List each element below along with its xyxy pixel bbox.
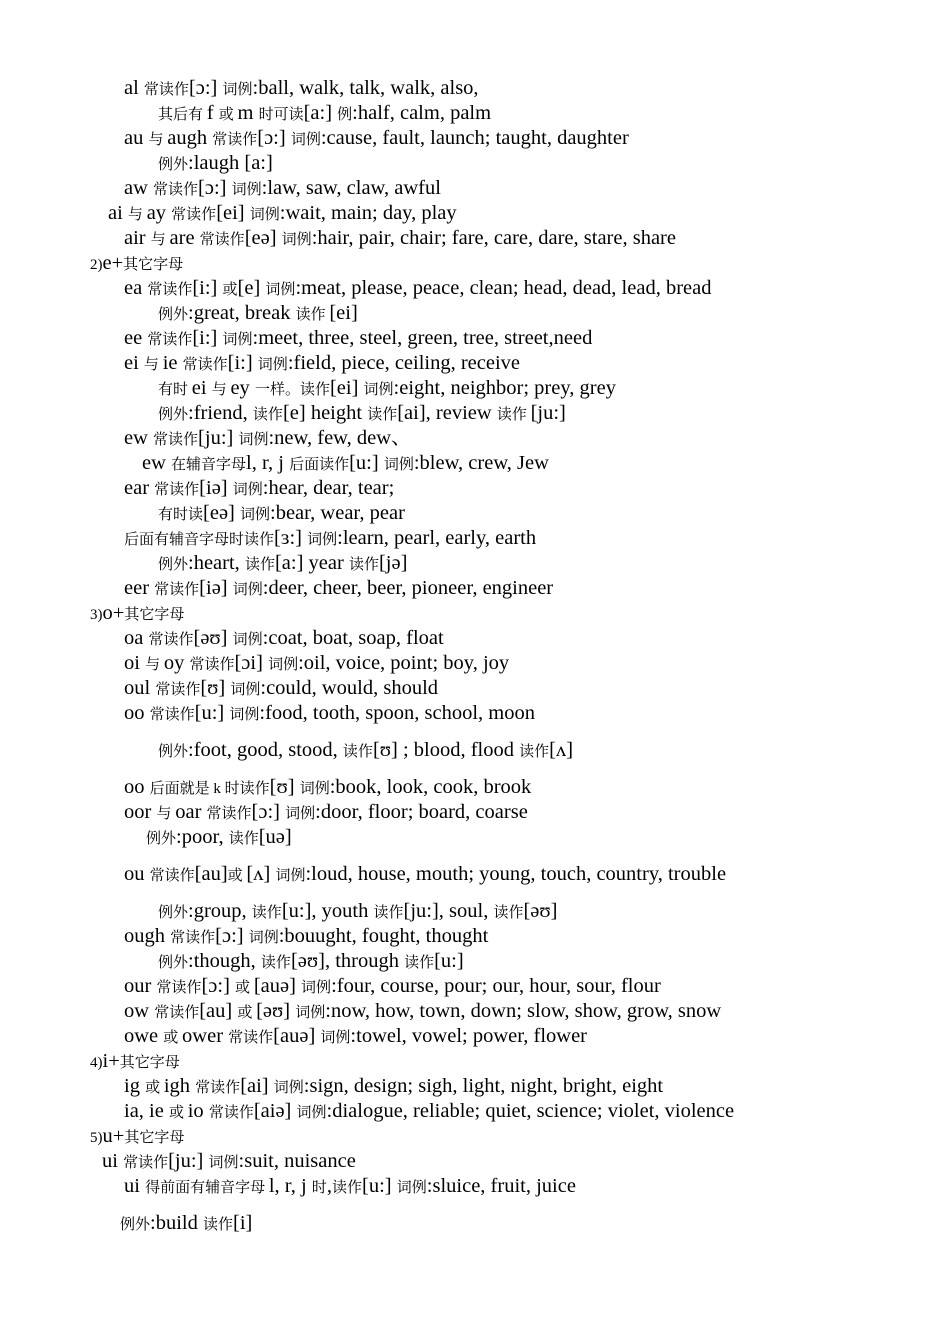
cn-text: 或 (218, 107, 238, 123)
en-text: :laugh [a:] (188, 152, 273, 174)
en-text: [ai], review (397, 402, 497, 424)
en-text: [u:] (434, 950, 464, 972)
en-text: :foot, good, stood, (188, 739, 343, 761)
text-line (124, 999, 721, 1025)
cn-text: 词例 (248, 930, 279, 946)
text-line (124, 126, 629, 152)
en-text: [a:] year (274, 552, 349, 574)
cn-text: 词例 (307, 532, 338, 548)
cn-text: 词例 (208, 1155, 239, 1171)
en-text: [əʊ], through (290, 950, 405, 972)
cn-text: 常读作 (149, 707, 195, 723)
en-text: [əʊ] (256, 1000, 296, 1022)
en-text: [ɔ:] (198, 177, 232, 199)
text-line (142, 451, 549, 477)
cn-text: 词例 (299, 781, 330, 797)
text-line (158, 501, 405, 527)
cn-text: 4) (90, 1055, 103, 1071)
cn-text: 常读作 (195, 1080, 241, 1096)
text-line (158, 376, 616, 402)
en-text: :oil, voice, point; boy, joy (298, 652, 510, 674)
cn-text: 词例 (275, 868, 306, 884)
cn-text: 词例 (285, 806, 316, 822)
text-line (124, 176, 441, 202)
en-text: [əʊ] (523, 900, 558, 922)
en-text: ai (108, 202, 128, 224)
cn-text: 与 (150, 232, 170, 248)
en-text: [ɔ:] (188, 77, 223, 99)
en-text: :law, saw, claw, awful (261, 177, 441, 199)
en-text: [aiə] (253, 1100, 297, 1122)
cn-text: 读作 (373, 905, 404, 921)
text-line (124, 701, 535, 727)
en-text: [ɔ:] (251, 801, 286, 823)
cn-text: 词例 (273, 1080, 304, 1096)
cn-text: 词例 (222, 332, 253, 348)
text-line (108, 201, 457, 227)
cn-text: 词例 (257, 357, 288, 373)
cn-text: 其它字母 (123, 257, 184, 273)
en-text: oar (175, 801, 207, 823)
text-line (124, 862, 726, 888)
en-text: [ei] (329, 302, 358, 324)
cn-text: 时可读 (258, 107, 304, 123)
cn-text: 读作 (342, 744, 373, 760)
text-line (124, 1174, 576, 1200)
en-text: :poor, (176, 826, 229, 848)
en-text: [ʊ] (269, 776, 300, 798)
cn-text: 后面有辅音字母时读作 (124, 532, 275, 548)
en-text: [ju:] (168, 1150, 209, 1172)
en-text: :bear, wear, pear (270, 502, 405, 524)
text-line (124, 775, 531, 801)
cn-text: 词例 (231, 182, 262, 198)
cn-text: 或 (163, 1030, 183, 1046)
en-text: :deer, cheer, beer, pioneer, engineer (262, 577, 554, 599)
cn-text: 与 (143, 357, 163, 373)
en-text: [i] (233, 1212, 253, 1234)
en-text: ough (124, 925, 171, 947)
cn-text: 例外 (120, 1217, 151, 1233)
en-text: [ɔ:] (257, 127, 291, 149)
en-text: :though, (188, 950, 261, 972)
en-text: [ɜ:] (274, 527, 308, 549)
text-line (158, 899, 558, 925)
cn-text: 词例 (232, 632, 263, 648)
en-text: :build (150, 1212, 203, 1234)
en-text: [ai] (240, 1075, 274, 1097)
en-text: :learn, pearl, early, earth (337, 527, 537, 549)
cn-text: 其它字母 (119, 1055, 180, 1071)
cn-text: 常读作 (147, 332, 193, 348)
en-text: :great, break (188, 302, 296, 324)
en-text: oo (124, 776, 150, 798)
en-text: :wait, main; day, play (279, 202, 457, 224)
cn-text: 词例 (296, 1105, 327, 1121)
text-line (124, 476, 394, 502)
en-text: :now, how, town, down; slow, show, grow, snow (325, 1000, 722, 1022)
cn-text: 词例 (222, 82, 253, 98)
en-text: [ʌ] (246, 863, 276, 885)
en-text: :towel, vowel; power, flower (350, 1025, 587, 1047)
en-text: [e] (237, 277, 266, 299)
en-text: ie (162, 352, 183, 374)
cn-text: 常读作 (156, 980, 202, 996)
cn-text: 读作 (252, 407, 283, 423)
cn-text: 词例 (230, 682, 261, 698)
cn-text: 词例 (240, 507, 271, 523)
en-text: ew (142, 452, 172, 474)
cn-text: 读作 (260, 955, 291, 971)
en-text: :coat, boat, soap, float (262, 627, 444, 649)
cn-text: 词例 (295, 1005, 326, 1021)
en-text: e+ (102, 252, 124, 274)
en-text: ig (124, 1075, 146, 1097)
en-text: [ɔ:] (201, 975, 236, 997)
en-text: :loud, house, mouth; young, touch, country, trouble (305, 863, 727, 885)
cn-text: 与 (211, 382, 231, 398)
cn-text: 或 (227, 868, 247, 884)
cn-text: 例 (337, 107, 353, 123)
en-text: :hear, dear, tear; (262, 477, 395, 499)
en-text: [ɔi] (234, 652, 269, 674)
en-text: ew (124, 427, 154, 449)
text-line (124, 576, 553, 602)
cn-text: 读作 (228, 831, 259, 847)
cn-text: 词例 (232, 582, 263, 598)
en-text: al (124, 77, 144, 99)
cn-text: 例外 (158, 557, 189, 573)
cn-text: 一样。读作 (254, 382, 330, 398)
cn-text: 常读作 (153, 182, 199, 198)
cn-text: 3) (90, 607, 103, 623)
en-text: :field, piece, ceiling, receive (287, 352, 521, 374)
cn-text: 有时 (158, 382, 192, 398)
en-text: owe (124, 1025, 164, 1047)
en-text: :suit, nuisance (238, 1150, 356, 1172)
text-line (124, 1074, 663, 1100)
cn-text: 词例 (396, 1180, 427, 1196)
cn-text: 读作 (295, 307, 330, 323)
cn-text: 例外 (158, 905, 189, 921)
text-line (158, 738, 573, 764)
en-text: :ball, walk, talk, walk, also, (252, 77, 479, 99)
cn-text: 常读作 (208, 1105, 254, 1121)
cn-text: 在辅音字母 (171, 457, 247, 473)
cn-text: 词例 (320, 1030, 351, 1046)
en-text: [eə] (244, 227, 282, 249)
en-text: io (187, 1100, 209, 1122)
en-text: [e] height (282, 402, 368, 424)
en-text: :meat, please, peace, clean; head, dead, lead, bread (295, 277, 712, 299)
text-line (120, 1211, 252, 1237)
en-text: :cause, fault, launch; taught, daughter (320, 127, 629, 149)
en-text: :door, floor; board, coarse (315, 801, 528, 823)
en-text: oy (163, 652, 190, 674)
cn-text: 常读作 (123, 1155, 169, 1171)
cn-text: 读作 (493, 905, 524, 921)
text-line (124, 651, 509, 677)
en-text: :half, calm, palm (352, 102, 492, 124)
cn-text: 词例 (290, 132, 321, 148)
en-text: [ɔ:] (215, 925, 249, 947)
en-text: :new, few, dew、 (268, 427, 412, 449)
cn-text: 词例 (249, 207, 280, 223)
cn-text: 常读作 (153, 432, 199, 448)
en-text: [ʊ] ; blood, flood (372, 739, 520, 761)
cn-text: 词例 (363, 382, 394, 398)
en-text: [a:] (303, 102, 338, 124)
en-text: m (237, 102, 259, 124)
en-text: :heart, (188, 552, 245, 574)
en-text: [iə] (199, 477, 233, 499)
cn-text: 常读作 (199, 232, 245, 248)
cn-text: 其它字母 (124, 607, 185, 623)
en-text: [iə] (199, 577, 233, 599)
cn-text: 或 (168, 1105, 188, 1121)
cn-text: 读作 (332, 1180, 363, 1196)
en-text: [ʊ] (200, 677, 231, 699)
en-text: ear (124, 477, 155, 499)
en-text: [ei] (329, 377, 364, 399)
text-line (124, 526, 536, 552)
cn-text: 后面就是 (149, 781, 214, 797)
en-text: ia, ie (124, 1100, 169, 1122)
cn-text: 或 (222, 282, 238, 298)
cn-text: 读作 (202, 1217, 233, 1233)
en-text: [auə] (253, 975, 302, 997)
text-line (90, 1124, 184, 1150)
en-text: oul (124, 677, 156, 699)
en-text: [i:] (192, 327, 223, 349)
cn-text: 词例 (383, 457, 414, 473)
en-text: are (169, 227, 200, 249)
en-text: :four, course, pour; our, hour, sour, flour (331, 975, 661, 997)
en-text: [ʌ] (549, 739, 574, 761)
en-text: :book, look, cook, brook (329, 776, 532, 798)
cn-text: 常读作 (154, 1005, 200, 1021)
text-line (158, 151, 273, 177)
cn-text: 例外 (158, 955, 189, 971)
en-text: i+ (102, 1050, 120, 1072)
cn-text: 例外 (146, 831, 177, 847)
text-line (124, 800, 528, 826)
en-text: :sign, design; sigh, light, night, bright, eight (303, 1075, 664, 1097)
cn-text: 其它字母 (124, 1130, 185, 1146)
en-text: [əʊ] (193, 627, 233, 649)
cn-text: 得前面有辅音字母 (145, 1180, 269, 1196)
text-line (158, 301, 358, 327)
en-text: [u:] (349, 452, 384, 474)
text-line (102, 1149, 356, 1175)
cn-text: 词例 (229, 707, 260, 723)
en-text: :hair, pair, chair; fare, care, dare, stare, share (311, 227, 676, 249)
cn-text: 读作 (244, 557, 275, 573)
en-text: u+ (102, 1125, 125, 1147)
en-text: [u:] (362, 1175, 397, 1197)
en-text: , (326, 1175, 333, 1197)
cn-text: 常读作 (147, 282, 193, 298)
text-line (158, 101, 491, 127)
text-line (90, 1049, 180, 1075)
en-text: [au] (194, 863, 228, 885)
cn-text: 词例 (265, 282, 296, 298)
en-text: :friend, (188, 402, 253, 424)
cn-text: 常读作 (155, 682, 201, 698)
en-text: o+ (102, 602, 125, 624)
en-text: eer (124, 577, 155, 599)
en-text: :dialogue, reliable; quiet, science; violet, violence (326, 1100, 735, 1122)
text-line (124, 1099, 734, 1125)
cn-text: 常读作 (206, 806, 252, 822)
en-text: ower (182, 1025, 229, 1047)
en-text: [au] (199, 1000, 238, 1022)
cn-text: 词例 (281, 232, 312, 248)
cn-text: 常读作 (228, 1030, 274, 1046)
cn-text: 2) (90, 257, 103, 273)
text-line (158, 949, 464, 975)
cn-text: 常读作 (212, 132, 258, 148)
en-text: our (124, 975, 157, 997)
en-text: ey (230, 377, 255, 399)
en-text: ay (146, 202, 172, 224)
en-text: [ju:] (198, 427, 239, 449)
en-text: ea (124, 277, 148, 299)
en-text: ei (191, 377, 212, 399)
en-text: :food, tooth, spoon, school, moon (259, 702, 535, 724)
en-text: ui (124, 1175, 146, 1197)
text-line (124, 426, 412, 452)
cn-text: 后面读作 (289, 457, 350, 473)
cn-text: 常读作 (154, 582, 200, 598)
en-text: [uə] (258, 826, 292, 848)
en-text: :sluice, fruit, juice (426, 1175, 576, 1197)
text-line (158, 551, 407, 577)
en-text: oo (124, 702, 150, 724)
en-text: :eight, neighbor; prey, grey (393, 377, 616, 399)
en-text: [jə] (378, 552, 408, 574)
cn-text: 5) (90, 1130, 103, 1146)
cn-text: 常读作 (189, 657, 235, 673)
en-text: l, r, j (246, 452, 290, 474)
cn-text: 常读作 (143, 82, 189, 98)
en-text: [i:] (227, 352, 258, 374)
cn-text: 与 (145, 657, 164, 673)
en-text: :could, would, should (260, 677, 439, 699)
cn-text: 常读作 (154, 482, 200, 498)
en-text: [auə] (273, 1025, 321, 1047)
cn-text: 读作 (496, 407, 531, 423)
en-text: :group, (188, 900, 252, 922)
text-line (146, 825, 292, 851)
en-text: [ju:] (530, 402, 566, 424)
en-text: [eə] (203, 502, 240, 524)
cn-text: 读作 (519, 744, 550, 760)
cn-text: 与 (148, 132, 168, 148)
text-line (124, 974, 661, 1000)
text-line (124, 676, 438, 702)
cn-text: 读作 (367, 407, 398, 423)
cn-text: 例外 (158, 744, 189, 760)
text-line (124, 1024, 587, 1050)
cn-text: 常读作 (149, 868, 195, 884)
en-text: :meet, three, steel, green, tree, street,need (252, 327, 593, 349)
cn-text: 读作 (251, 905, 282, 921)
cn-text: 词例 (268, 657, 299, 673)
cn-text: 词例 (301, 980, 332, 996)
cn-text: 常读作 (171, 207, 217, 223)
cn-text: 读作 (404, 955, 435, 971)
cn-text: 常读作 (148, 632, 194, 648)
en-text: [ei] (216, 202, 250, 224)
cn-text: 有时读 (158, 507, 204, 523)
en-text: ui (102, 1150, 124, 1172)
cn-text: 其后有 (158, 107, 207, 123)
text-line (124, 351, 520, 377)
en-text: oor (124, 801, 157, 823)
cn-text: 词例 (238, 432, 269, 448)
en-text: au (124, 127, 149, 149)
text-line (124, 276, 711, 302)
cn-text: 或 (237, 1005, 257, 1021)
text-line (124, 924, 488, 950)
text-line (124, 326, 592, 352)
text-line (124, 226, 676, 252)
cn-text: 读作 (348, 557, 379, 573)
en-text: aw (124, 177, 154, 199)
cn-text: 常读作 (182, 357, 228, 373)
en-text: oa (124, 627, 149, 649)
en-text: :blew, crew, Jew (413, 452, 549, 474)
en-text: ou (124, 863, 150, 885)
en-text: air (124, 227, 151, 249)
text-line (90, 601, 184, 627)
en-text: [u:] (194, 702, 230, 724)
cn-text: 或 (145, 1080, 164, 1096)
en-text: [ju:], soul, (403, 900, 494, 922)
cn-text: 或 (235, 980, 254, 996)
cn-text: 与 (156, 806, 176, 822)
cn-text: 例外 (158, 307, 189, 323)
cn-text: k (213, 781, 225, 797)
text-line (124, 626, 444, 652)
en-text: l, r, j (268, 1175, 312, 1197)
cn-text: 词例 (232, 482, 263, 498)
text-line (158, 401, 566, 427)
en-text: augh (167, 127, 213, 149)
en-text: :bouught, fought, thought (278, 925, 489, 947)
en-text: ei (124, 352, 144, 374)
en-text: [u:], youth (281, 900, 374, 922)
en-text: [i:] (192, 277, 223, 299)
en-text: ee (124, 327, 148, 349)
en-text: igh (163, 1075, 196, 1097)
cn-text: 常读作 (170, 930, 216, 946)
text-line (124, 76, 479, 102)
cn-text: 与 (127, 207, 147, 223)
cn-text: 例外 (158, 157, 189, 173)
cn-text: 时 (311, 1180, 327, 1196)
en-text: f (206, 102, 219, 124)
en-text: oi (124, 652, 146, 674)
text-line (90, 251, 183, 277)
en-text: ow (124, 1000, 155, 1022)
cn-text: 例外 (158, 407, 189, 423)
cn-text: 时读作 (224, 781, 270, 797)
